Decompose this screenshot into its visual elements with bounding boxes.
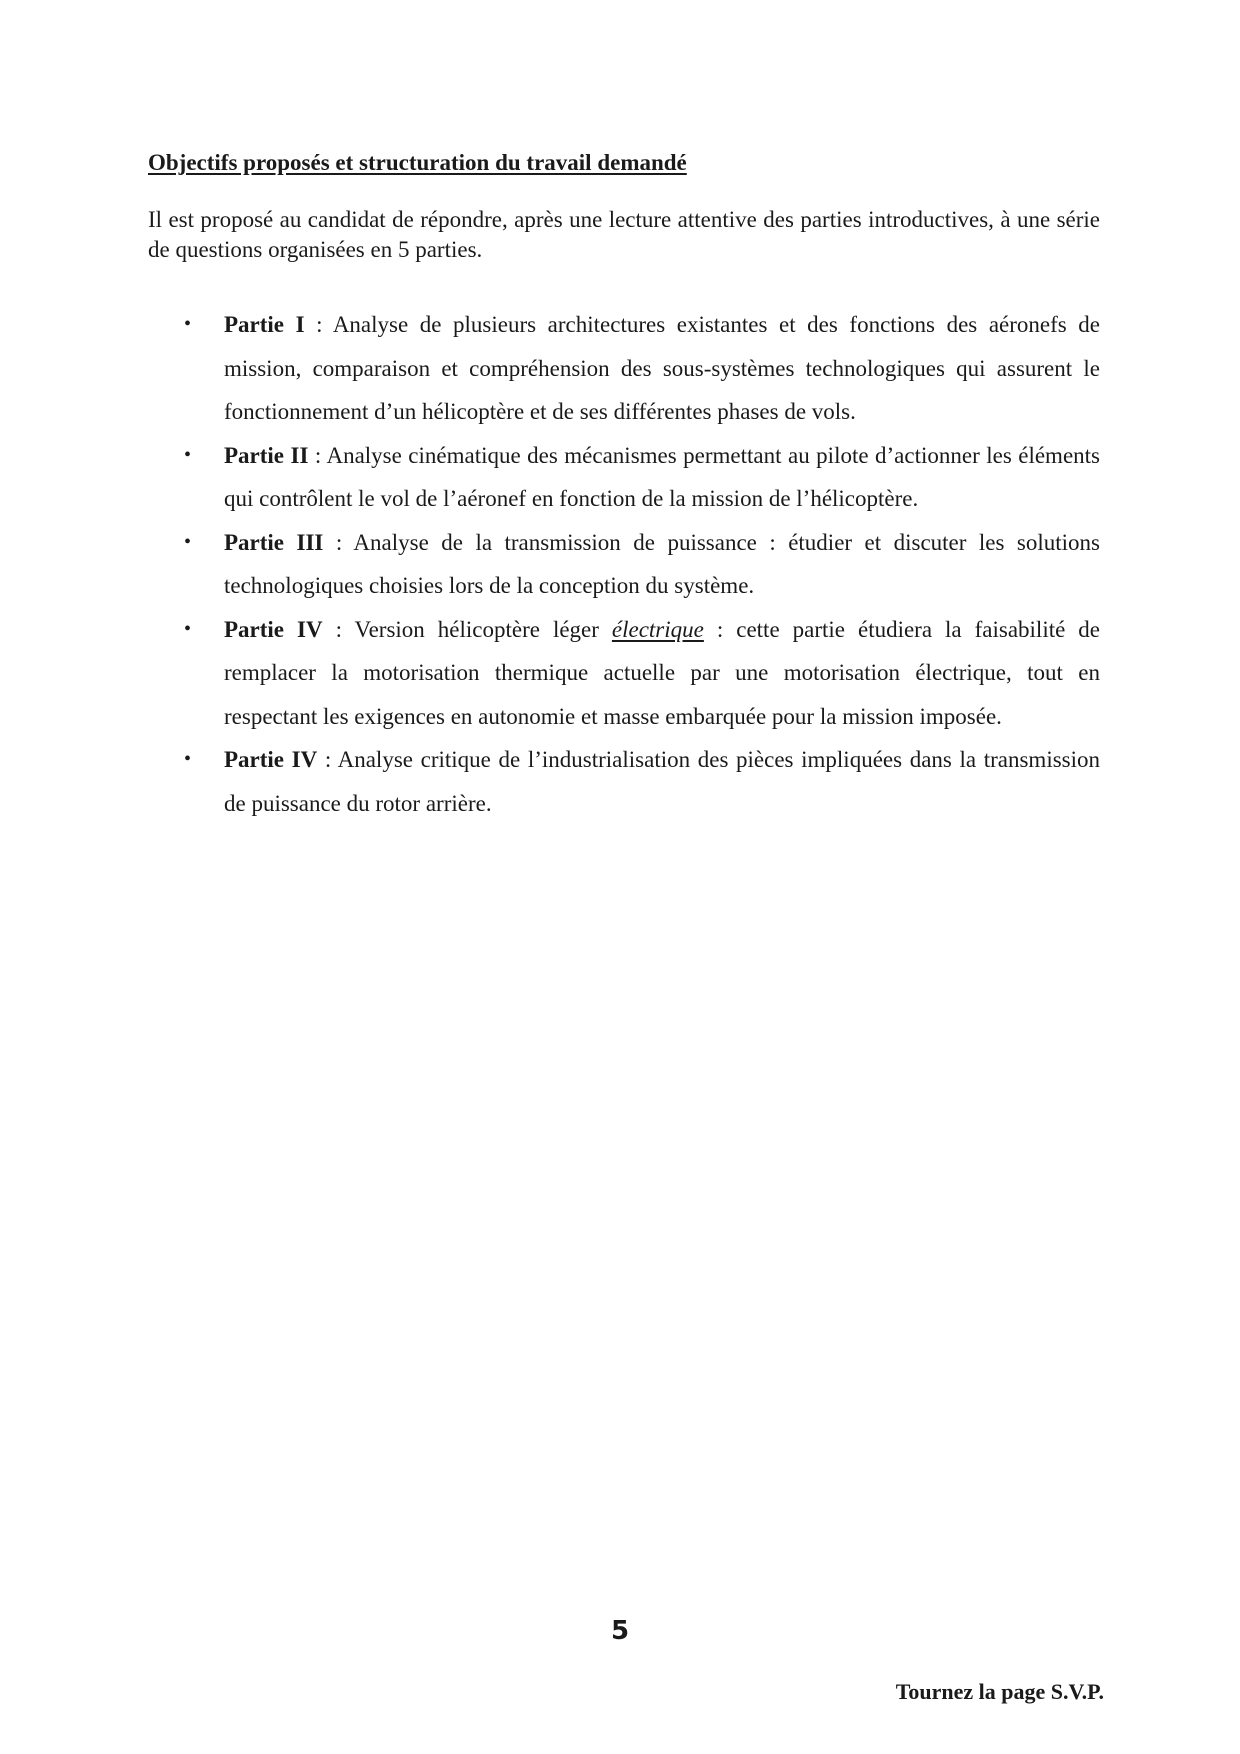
bullet-icon: •	[184, 617, 192, 640]
list-item-partie-3	[148, 521, 1100, 608]
list-item-partie-4	[148, 608, 1100, 739]
emphasized-term: électrique	[611, 616, 704, 642]
footer-note: Tournez la page S.V.P.	[895, 1679, 1104, 1704]
bullet-icon: •	[184, 530, 192, 553]
part-text: : Analyse de plusieurs architectures existantes et des fonctions des aéronefs de mission, comparaison et compréhension des sous-systèmes technologiques qui assurent le fonctionnement d’un hélicoptère et de ses différentes phases de vols.	[224, 312, 1100, 424]
list-item-partie-5	[148, 738, 1100, 825]
section-heading: Objectifs proposés et structuration du travail demandé	[148, 150, 687, 175]
list-item-partie-1	[148, 303, 1100, 434]
part-title: Partie II	[224, 442, 309, 468]
part-title: Partie III	[224, 529, 324, 555]
part-text: : Analyse cinématique des mécanismes permettant au pilote d’actionner les éléments qui contrôlent le vol de l’aéronef en fonction de la mission de l’hélicoptère.	[224, 442, 1100, 511]
part-title: Partie IV	[224, 747, 318, 772]
page-number: 5	[610, 1616, 630, 1646]
part-text-after: : cette partie étudiera la faisabilité de remplacer la motorisation thermique actuelle par une motorisation électrique, tout en respectant les exigences en autonomie et masse embarquée pour la mission imposée.	[224, 616, 1101, 729]
part-text: : Analyse de la transmission de puissance : étudier et discuter les solutions technologiques choisies lors de la conception du système.	[224, 529, 1100, 598]
bullet-icon: •	[184, 313, 192, 335]
list-item-partie-2	[148, 434, 1100, 521]
bullet-icon: •	[184, 443, 192, 466]
parts-list	[148, 303, 1100, 825]
part-text-before: : Version hélicoptère léger	[322, 616, 612, 642]
part-title: Partie IV	[224, 616, 323, 642]
intro-paragraph: Il est proposé au candidat de répondre, après une lecture attentive des parties introductives, à une série de questions organisées en 5 parties.	[148, 207, 1100, 262]
part-text: : Analyse critique de l’industrialisation des pièces impliquées dans la transmission de puissance du rotor arrière.	[224, 747, 1101, 816]
part-title: Partie I	[224, 312, 305, 337]
bullet-icon: •	[184, 748, 192, 770]
